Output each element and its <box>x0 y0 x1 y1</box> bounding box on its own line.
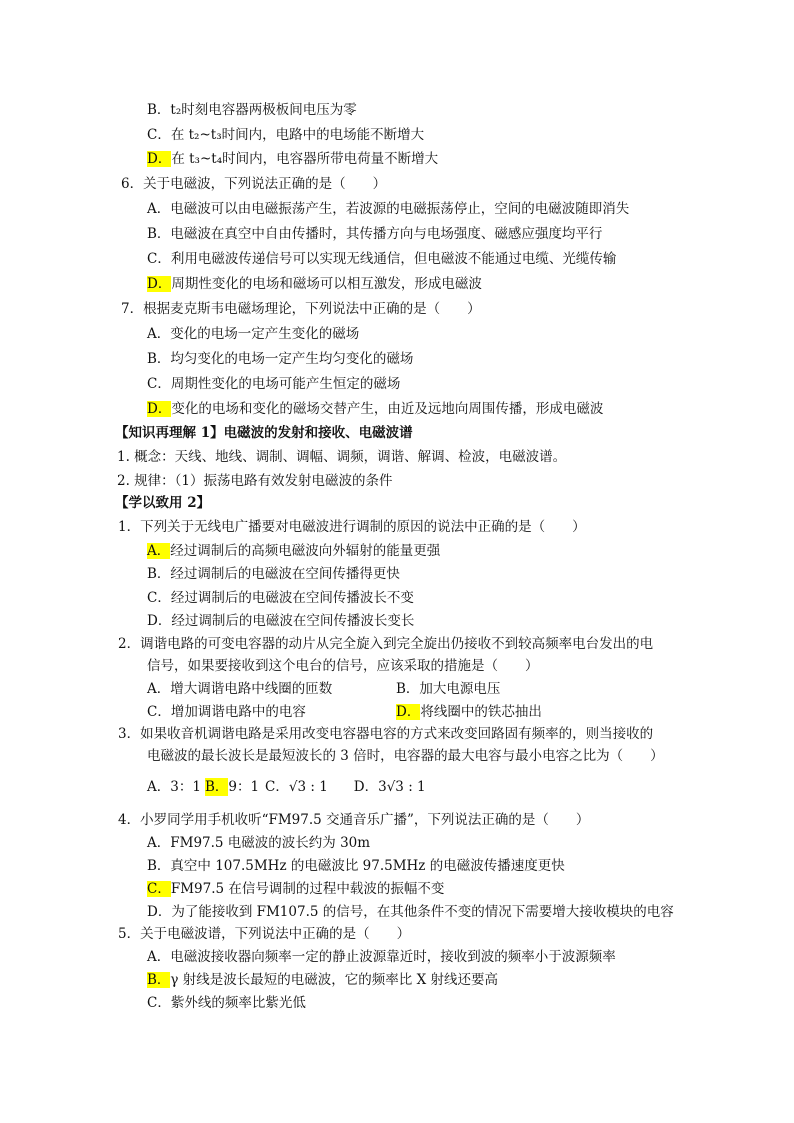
p2-continuation: 信号，如果要接收到这个电台的信号，应该采取的措施是（ ） <box>147 658 539 674</box>
p3-option-d: D．3√3 : 1 <box>353 779 426 795</box>
option-d <box>147 150 438 168</box>
option-text: 周期性变化的电场和磁场可以相互激发，形成电磁波 <box>171 276 482 292</box>
answer-highlight: D． <box>147 151 172 167</box>
p3-options-row <box>147 778 426 796</box>
practice-question-4: 4．小罗同学用手机收听“FM97.5 交通音乐广播”，下列说法正确的是（ ） <box>118 812 590 828</box>
q7-option-c: C．周期性变化的电场可能产生恒定的磁场 <box>147 376 401 392</box>
question-7: 7．根据麦克斯韦电磁场理论，下列说法中正确的是（ ） <box>121 301 481 317</box>
option-text: 变化的电场和变化的磁场交替产生，由近及远地向周围传播，形成电磁波 <box>171 401 604 417</box>
practice-question-5: 5．关于电磁波谱，下列说法中正确的是（ ） <box>118 926 411 942</box>
q6-option-d <box>147 275 482 293</box>
option-text: 经过调制后的高频电磁波向外辐射的能量更强 <box>170 543 441 559</box>
p3-option-c: C．√3 : 1 <box>265 779 328 795</box>
option-c: C．在 t₂~t₃时间内，电路中的电场能不断增大 <box>147 127 425 143</box>
answer-highlight: B． <box>147 972 171 988</box>
answer-highlight: C． <box>147 881 171 897</box>
answer-highlight: D． <box>396 704 421 720</box>
answer-highlight: A． <box>147 543 171 559</box>
practice-question-2: 2．调谐电路的可变电容器的动片从完全旋入到完全旋出仍接收不到较高频率电台发出的电 <box>118 636 654 652</box>
option-b: B．t₂时刻电容器两极板间电压为零 <box>147 102 357 118</box>
p4-option-b: B．真空中 107.5MHz 的电磁波比 97.5MHz 的电磁波传播速度更快 <box>147 858 565 874</box>
p3-option-a: A．3：1 <box>147 779 201 795</box>
p2-option-d <box>396 703 542 721</box>
p3-continuation: 电磁波的最长波长是最短波长的 3 倍时，电容器的最大电容与最小电容之比为（ ） <box>147 748 664 764</box>
p2-option-b: B．加大电源电压 <box>396 681 501 697</box>
concept-line: 1. 概念：天线、地线、调制、调幅、调频，调谐、解调、检波，电磁波谱。 <box>117 449 567 465</box>
option-text: γ 射线是波长最短的电磁波，它的频率比 X 射线还要高 <box>170 972 498 988</box>
answer-highlight: D． <box>147 276 172 292</box>
p1-option-b: B．经过调制后的电磁波在空间传播得更快 <box>147 566 400 582</box>
question-6: 6．关于电磁波，下列说法正确的是（ ） <box>121 176 387 192</box>
q7-option-b: B．均匀变化的电场一定产生均匀变化的磁场 <box>147 351 414 367</box>
p2-option-a: A．增大调谐电路中线圈的匝数 <box>147 681 333 697</box>
p4-option-a: A．FM97.5 电磁波的波长约为 30m <box>147 835 371 851</box>
rule-line: 2. 规律：（1）振荡电路有效发射电磁波的条件 <box>117 473 393 489</box>
q7-option-a: A．变化的电场一定产生变化的磁场 <box>147 326 360 342</box>
option-text: FM97.5 在信号调制的过程中载波的振幅不变 <box>170 881 445 897</box>
section-heading-practice: 【学以致用 2】 <box>115 495 211 511</box>
p5-option-a: A．电磁波接收器向频率一定的静止波源靠近时，接收到波的频率小于波源频率 <box>147 949 616 965</box>
q6-option-b: B．电磁波在真空中自由传播时，其传播方向与电场强度、磁感应强度均平行 <box>147 226 603 242</box>
section-heading-knowledge: 【知识再理解 1】电磁波的发射和接收、电磁波谱 <box>115 425 413 441</box>
p2-option-c: C．增加调谐电路中的电容 <box>147 704 306 720</box>
p4-option-d: D．为了能接收到 FM107.5 的信号，在其他条件不变的情况下需要增大接收模块的电容 <box>147 904 674 920</box>
option-text: 在 t₃~t₄时间内，电容器所带电荷量不断增大 <box>171 151 439 167</box>
p5-option-b <box>147 971 498 989</box>
q6-option-c: C．利用电磁波传递信号可以实现无线通信，但电磁波不能通过电缆、光缆传输 <box>147 251 617 267</box>
p1-option-c: C．经过调制后的电磁波在空间传播波长不变 <box>147 590 414 606</box>
q7-option-d <box>147 400 603 418</box>
p5-option-c: C．紫外线的频率比紫光低 <box>147 995 306 1011</box>
p1-option-d: D．经过调制后的电磁波在空间传播波长变长 <box>147 613 415 629</box>
answer-highlight: B． <box>204 779 229 795</box>
practice-question-1: 1．下列关于无线电广播要对电磁波进行调制的原因的说法中正确的是（ ） <box>118 519 586 535</box>
q6-option-a: A．电磁波可以由电磁振荡产生，若波源的电磁振荡停止，空间的电磁波随即消失 <box>147 201 630 217</box>
p4-option-c <box>147 880 444 898</box>
practice-question-3: 3．如果收音机调谐电路是采用改变电容器电容的方式来改变回路固有频率的，则当接收的 <box>118 726 654 742</box>
p3-option-b-text: 9：1 <box>228 779 260 795</box>
p1-option-a <box>147 542 440 560</box>
option-text: 将线圈中的铁芯抽出 <box>420 704 542 720</box>
answer-highlight: D． <box>147 401 172 417</box>
